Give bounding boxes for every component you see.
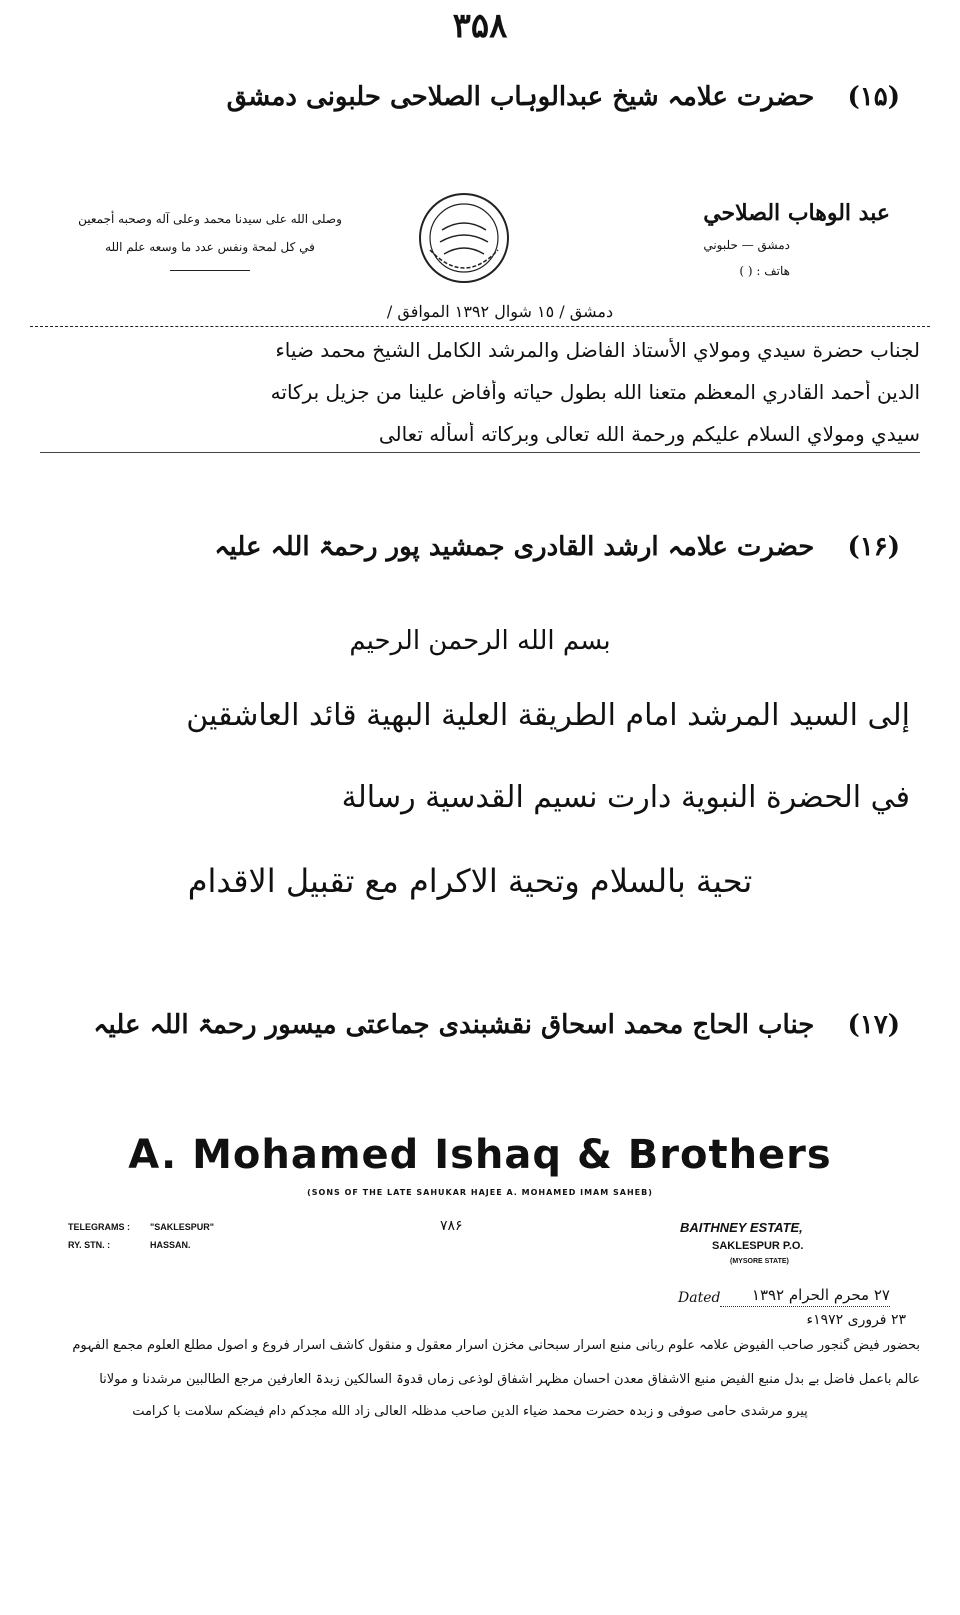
page-number: ۳۵۸ (452, 6, 508, 46)
letter-15-date: دمشق / ١٥ شوال ١٣٩٢ الموافق / (386, 302, 614, 321)
letter-17-line-1: بحضور فیض گنجور صاحب الفیوض علامہ علوم ربانی منبع اسرار سبحانی مخزن اسرار معقول و منقول کاشف اسرار فروع و اصول مطلع العلوم مجمع الفہوم (72, 1338, 920, 1353)
company-subtitle: (SONS OF THE LATE SAHUKAR HAJEE A. MOHAMED IMAM SAHEB) (307, 1188, 653, 1197)
section-15-heading (227, 82, 900, 112)
letterhead-prayer-line-1: وصلى الله على سيدنا محمد وعلى آله وصحبه أجمعين (78, 212, 342, 226)
telegrams-label: TELEGRAMS : (68, 1222, 130, 1232)
section-16-number: (۱۶) (847, 532, 900, 562)
section-15-title: حضرت علامہ شیخ عبدالوہاب الصلاحی حلبونی دمشق (226, 82, 815, 112)
letterhead-city: دمشق — حلبوني (703, 238, 790, 252)
dated-value: ۲۷ محرم الحرام ۱۳۹۲ (751, 1286, 890, 1304)
letter-15-underline (40, 452, 920, 453)
dated-value-2: ۲۳ فروری ۱۹۷۲ء (806, 1312, 906, 1328)
telegrams-value: "SAKLESPUR" (150, 1222, 215, 1232)
letterhead-name: عبد الوهاب الصلاحي (703, 200, 890, 226)
letterhead-phone: هاتف : ( ) (739, 264, 790, 278)
seal-stamp-icon (416, 190, 512, 286)
section-17-number: (۱۷) (847, 1010, 900, 1040)
letter-15-line-1: لجناب حضرة سيدي ومولاي الأستاذ الفاضل والمرشد الكامل الشيخ محمد ضياء (275, 338, 920, 362)
state-name: (MYSORE STATE) (730, 1258, 789, 1265)
section-15-number: (۱۵) (847, 82, 900, 112)
prayer-divider (170, 270, 250, 271)
letterhead-prayer-line-2: في كل لمحة ونفس عدد ما وسعه علم الله (105, 240, 315, 254)
section-17-heading (93, 1010, 900, 1040)
letter-17-line-3: پیرو مرشدی حامی صوفی و زبدہ حضرت محمد ضیاء الدین صاحب مدظلہ العالی زاد الله مجدکم دام فیضکم سلامت با کرامت (132, 1404, 808, 1419)
letterhead-center-mark: ۷۸۶ (440, 1218, 463, 1234)
company-name: A. Mohamed Ishaq & Brothers (128, 1132, 832, 1178)
letter-16-basmala: بسم الله الرحمن الرحيم (349, 626, 611, 656)
dated-label: Dated (678, 1290, 721, 1306)
letter-15-line-2: الدين أحمد القادري المعظم متعنا الله بطول حياته وأفاض علينا من جزيل بركاته (270, 380, 920, 404)
section-16-title: حضرت علامہ ارشد القادری جمشید پور رحمۃ اللہ علیہ (214, 532, 815, 562)
letter-16-line-2: في الحضرة النبوية دارت نسيم القدسية رسالة (341, 780, 910, 815)
rly-station-value: HASSAN. (150, 1240, 191, 1250)
letter-16-line-1: إلى السيد المرشد امام الطريقة العلية البهية قائد العاشقين (186, 698, 910, 733)
letterhead-rule (30, 326, 930, 327)
letter-17-line-2: عالم باعمل فاضل بے بدل منبع الفیض منبع الاشفاق معدن احسان مظہر اشفاق لوذعی زماں قدوۃ السالکین زبدۃ العارفین مرجع الطالبین مرشدنا و مولانا (99, 1372, 920, 1387)
rly-station-label: RY. STN. : (68, 1240, 111, 1250)
letter-16-line-3: تحية بالسلام وتحية الاكرام مع تقبيل الاقدام (187, 862, 753, 900)
post-office: SAKLESPUR P.O. (712, 1240, 804, 1252)
letter-15-line-3: سيدي ومولاي السلام عليكم ورحمة الله تعالى وبركاته أسأله تعالى (378, 422, 920, 446)
section-16-heading (214, 532, 900, 562)
dated-underline (720, 1306, 890, 1307)
section-17-title: جناب الحاج محمد اسحاق نقشبندی جماعتی میسور رحمۃ اللہ علیہ (93, 1010, 815, 1040)
estate-name: BAITHNEY ESTATE, (680, 1220, 803, 1235)
